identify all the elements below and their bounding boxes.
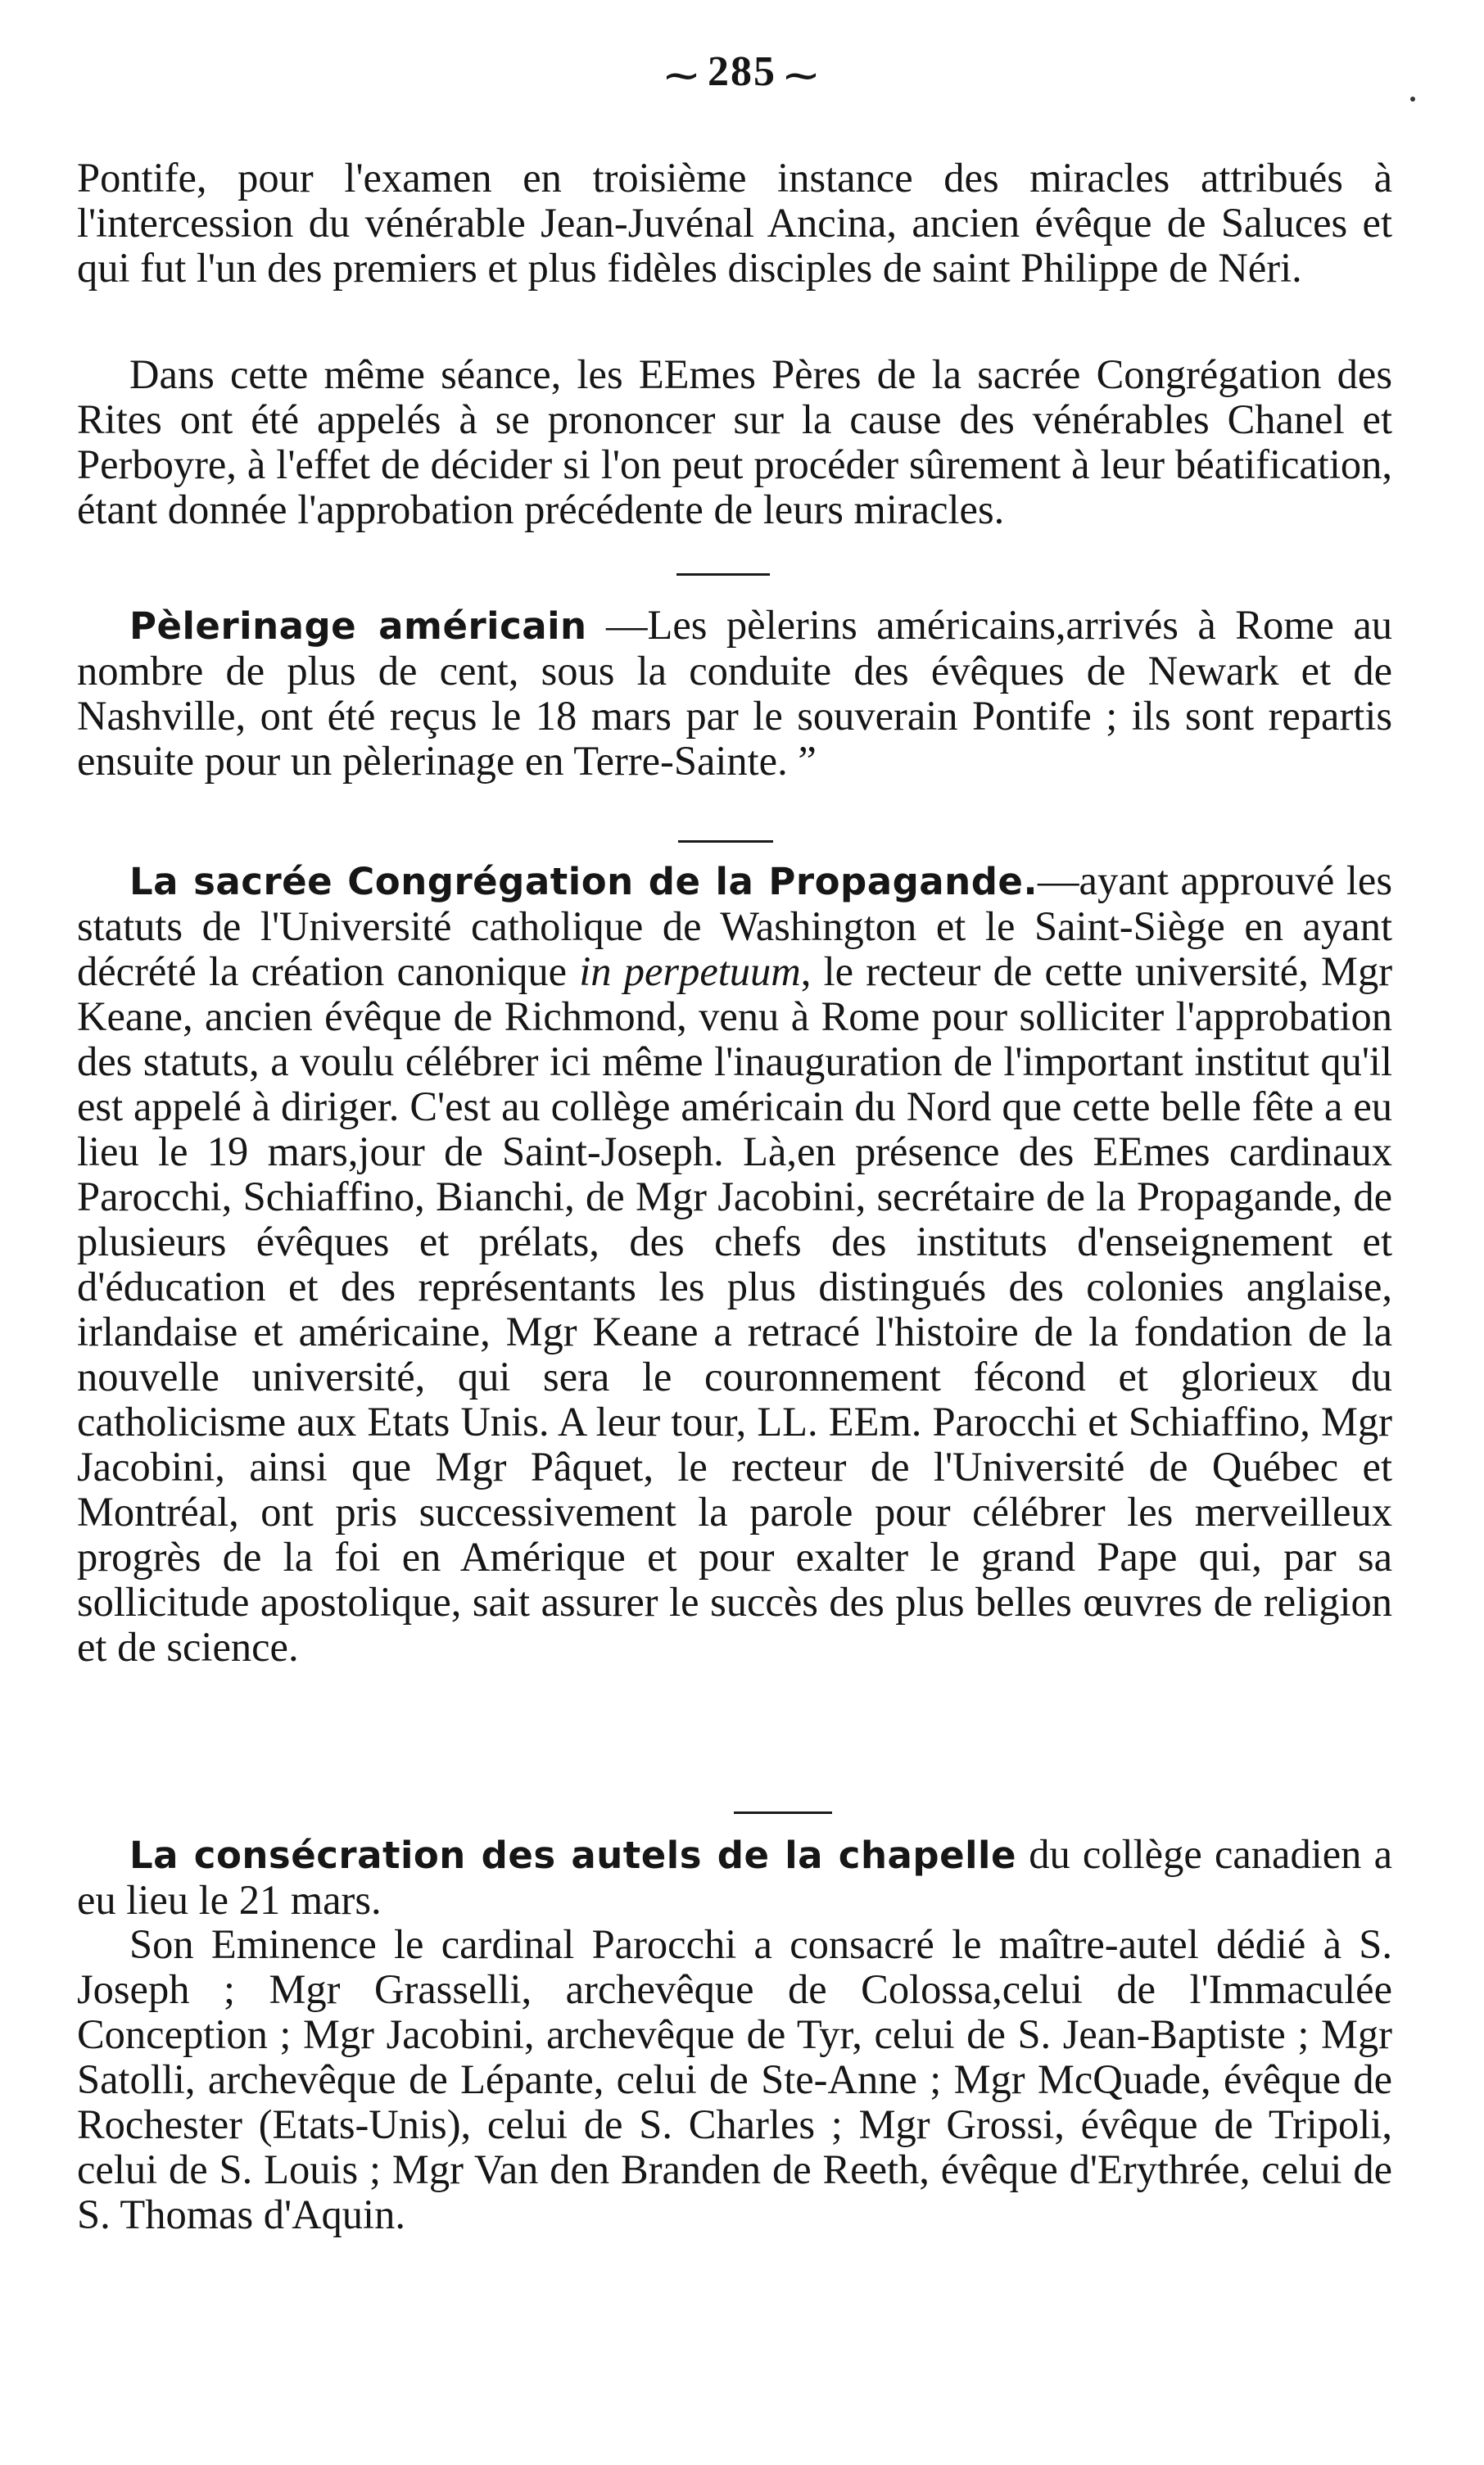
paragraph-text: —ayant approuvé les statuts de l'Université catholique de Washington et le Saint-Siège en ayant décrété la création canonique	[77, 857, 1392, 994]
paragraph-pelerinage	[77, 603, 1392, 784]
paragraph-rites	[77, 352, 1392, 532]
paragraph-text: —Les pèlerins américains,arrivés à Rome au nombre de plus de cent, sous la conduite des évêques de Newark et de Nashville, ont été reçus le 18 mars par le souverain Pontife ; ils sont repartis ensuite pour un pèlerinage en Terre-Sainte. ”	[77, 602, 1393, 784]
paragraph-text: Dans cette même séance, les EEmes Pères de la sacrée Congrégation des Rites ont été appelés à se prononcer sur la cause des vénérables Chanel et Perboyre, à l'effet de décider si l'on peut procéder sûrement à leur béatification, étant donnée l'approbation précédente de leurs miracles.	[77, 351, 1392, 532]
section-heading: La consécration des autels de la chapelle	[129, 1834, 1016, 1877]
paragraph-ancina	[77, 156, 1392, 291]
page-header	[0, 47, 1484, 96]
latin-phrase: in perpetuum	[579, 948, 801, 994]
paragraph-consecration-list	[77, 1922, 1392, 2237]
paragraph-text: Son Eminence le cardinal Parocchi a consacré le maître-autel dédié à S. Joseph ; Mgr Grasselli, archevêque de Colossa,celui de l'Immaculée Conception ; Mgr Jacobini, archevêque de Tyr, celui de S. Jean-Baptiste ; Mgr Satolli, archevêque de Lépante, celui de Ste-Anne ; Mgr McQuade, évêque de Rochester (Etats-Unis), celui de S. Charles ; Mgr Grossi, évêque de Tripoli, celui de S. Louis ; Mgr Van den Branden de Reeth, évêque d'Erythrée, celui de S. Thomas d'Aquin.	[77, 1921, 1392, 2237]
section-heading: Pèlerinage américain	[129, 604, 587, 648]
ornament-right-icon: ⁓	[785, 57, 819, 94]
paragraph-propagande	[77, 858, 1392, 1670]
page-number: 285	[708, 48, 776, 95]
section-divider	[678, 840, 773, 843]
section-heading: La sacrée Congrégation de la Propagande.	[129, 860, 1038, 903]
paragraph-text: du collège canadien a eu lieu le 21 mars.	[77, 1831, 1393, 1923]
printing-speck	[1410, 97, 1415, 102]
paragraph-consecration-heading	[77, 1832, 1392, 1923]
paragraph-text: Pontife, pour l'examen en troisième instance des miracles attribués à l'intercession du vénérable Jean-Juvénal Ancina, ancien évêque de Saluces et qui fut l'un des premiers et plus fidèles disciples de saint Philippe de Néri.	[77, 155, 1392, 291]
section-divider	[734, 1811, 832, 1814]
paragraph-text: , le recteur de cette université, Mgr Keane, ancien évêque de Richmond, venu à Rome pour solliciter l'approbation des statuts, a voulu célébrer ici même l'inauguration de l'important institut qu'il est appelé à diriger. C'est au collège américain du Nord que cette belle fête a eu lieu le 19 mars,jour de Saint-Joseph. Là,en présence des EEmes cardinaux Parocchi, Schiaffino, Bianchi, de Mgr Jacobini, secrétaire de la Propagande, de plusieurs évêques et prélats, des chefs des instituts d'enseignement et d'éducation et des représentants les plus distingués des colonies anglaise, irlandaise et américaine, Mgr Keane a retracé l'histoire de la fondation de la nouvelle université, qui sera le couronnement fécond et glorieux du catholicisme aux Etats Unis. A leur tour, LL. EEm. Parocchi et Schiaffino, Mgr Jacobini, ainsi que Mgr Pâquet, le recteur de l'Université de Québec et Montréal, ont pris successivement la parole pour célébrer les merveilleux progrès de la foi en Amérique et pour exalter le grand Pape qui, par sa sollicitude apostolique, sait assurer le succès des plus belles œuvres de religion et de science.	[77, 948, 1393, 1670]
section-divider	[676, 573, 770, 576]
ornament-left-icon: ⁓	[665, 57, 699, 94]
